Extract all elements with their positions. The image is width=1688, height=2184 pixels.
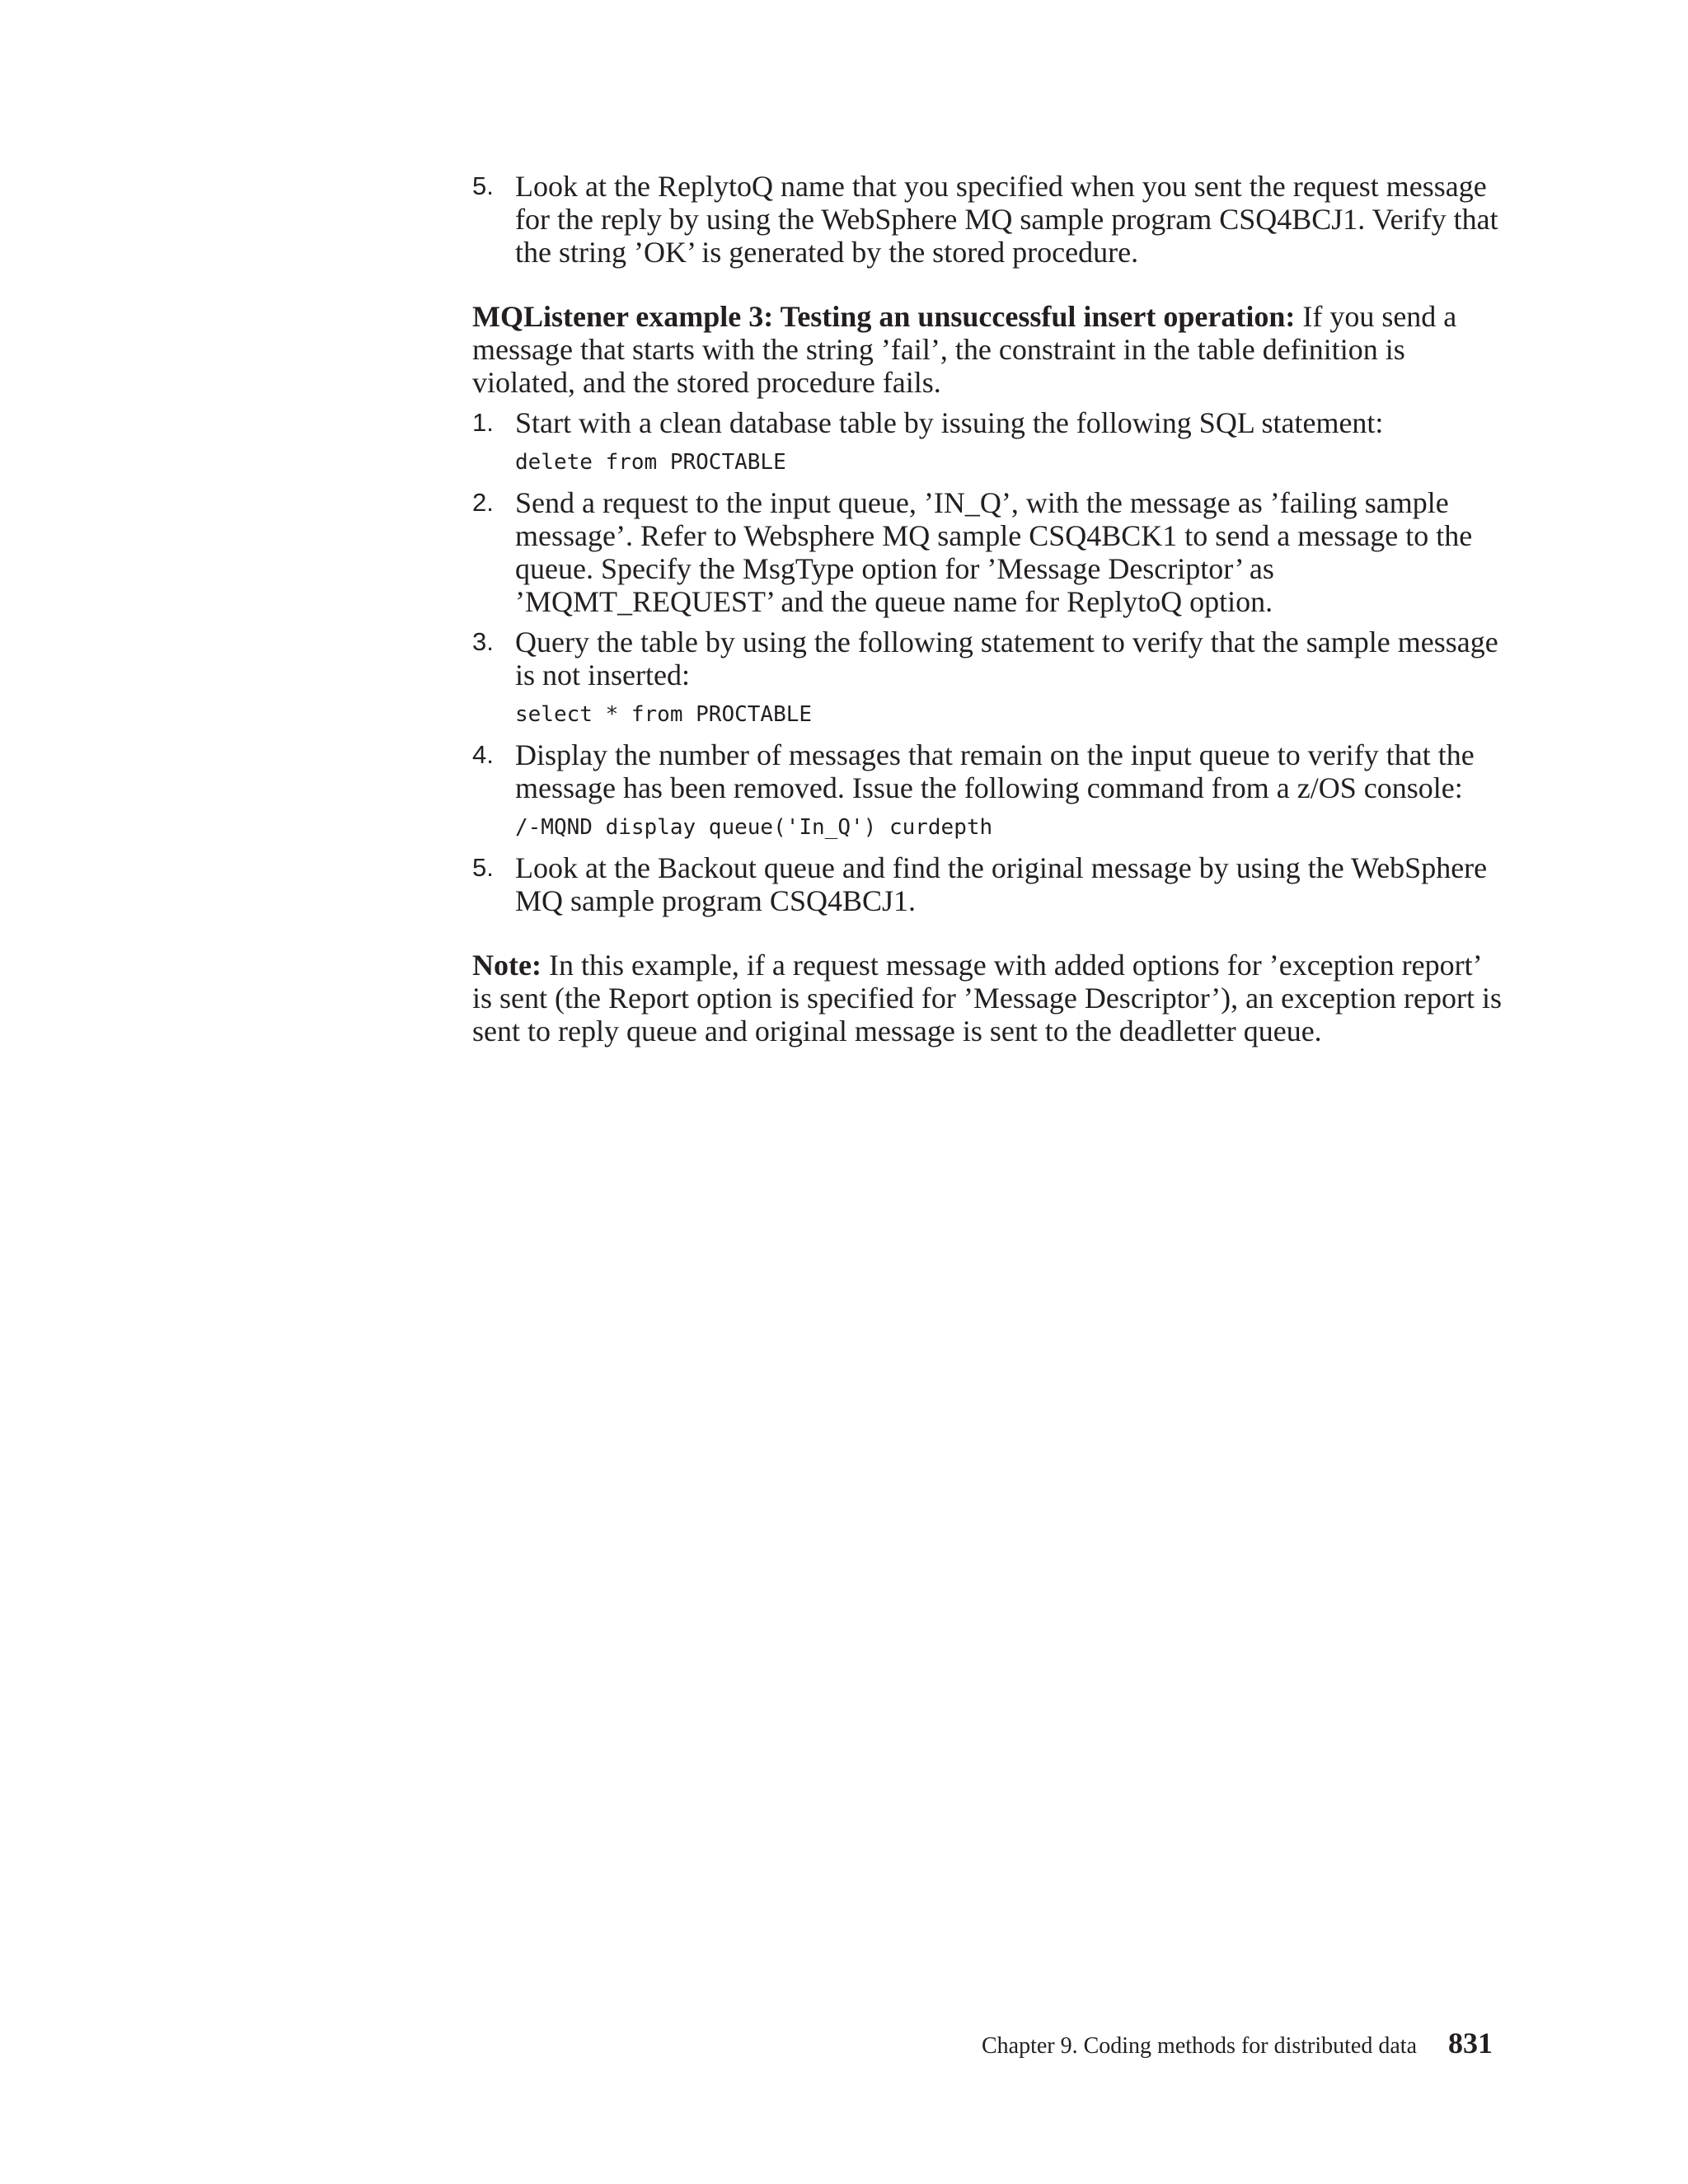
list-number: 1. [472, 408, 494, 437]
note-paragraph [472, 949, 1503, 1047]
list-item-step-4 [472, 738, 1503, 844]
page-body [472, 170, 1503, 1047]
list-item-step-5 [472, 851, 1503, 917]
list-item-step-2 [472, 486, 1503, 618]
list-item-step-1 [472, 406, 1503, 479]
page-footer [982, 2026, 1493, 2060]
page-number: 831 [1448, 2027, 1493, 2060]
list-item-step-3 [472, 626, 1503, 731]
footer-chapter-title: Chapter 9. Coding methods for distributed data [981, 2033, 1417, 2059]
list-item-text: Send a request to the input queue, ’IN_Q’, with the message as ’failing sample message’. Refer to Websphere MQ sample CSQ4BCK1 to send a message to the queue. Specify the MsgType option for ’Message Descriptor’ as ’MQMT_REQUEST’ and the queue name for ReplytoQ option. [515, 486, 1473, 618]
list-item-text: Look at the ReplytoQ name that you specified when you sent the request message for the reply by using the WebSphere MQ sample program CSQ4BCJ1. Verify that the string ’OK’ is generated by the stored procedure. [515, 170, 1498, 269]
note-label: Note: [472, 949, 542, 982]
example-3-paragraph [472, 300, 1503, 399]
list-item-text: Start with a clean database table by issuing the following SQL statement: [515, 406, 1384, 439]
list-item-text: Look at the Backout queue and find the original message by using the WebSphere MQ sample program CSQ4BCJ1. [515, 851, 1488, 917]
example-3-intro: If you send a message that starts with the string ’fail’, the constraint in the table definition is violated, and the stored procedure fails. [472, 300, 1457, 399]
example-3-heading: MQListener example 3: Testing an unsuccessful insert operation: [472, 300, 1296, 333]
code-sample: delete from PROCTABLE [515, 450, 786, 475]
list-item-step-5-request [472, 170, 1503, 269]
list-item-text: Query the table by using the following statement to verify that the sample message is not inserted: [515, 626, 1498, 691]
code-sample: /-MQND display queue('In_Q') curdepth [515, 815, 993, 840]
list-number: 5. [472, 853, 494, 882]
list-number: 3. [472, 627, 494, 656]
list-item-text: Display the number of messages that remain on the input queue to verify that the message has been removed. Issue the following command from a z/OS console: [515, 738, 1475, 804]
code-sample: select * from PROCTABLE [515, 702, 813, 727]
list-number: 5. [472, 171, 494, 200]
list-number: 2. [472, 488, 494, 517]
list-number: 4. [472, 740, 494, 769]
example-3-steps [472, 406, 1503, 917]
note-text: In this example, if a request message with added options for ’exception report’ is sent (the Report option is specified for ’Message Descriptor’), an exception report is sent to reply queue and original message is sent to the deadletter queue. [472, 949, 1502, 1047]
